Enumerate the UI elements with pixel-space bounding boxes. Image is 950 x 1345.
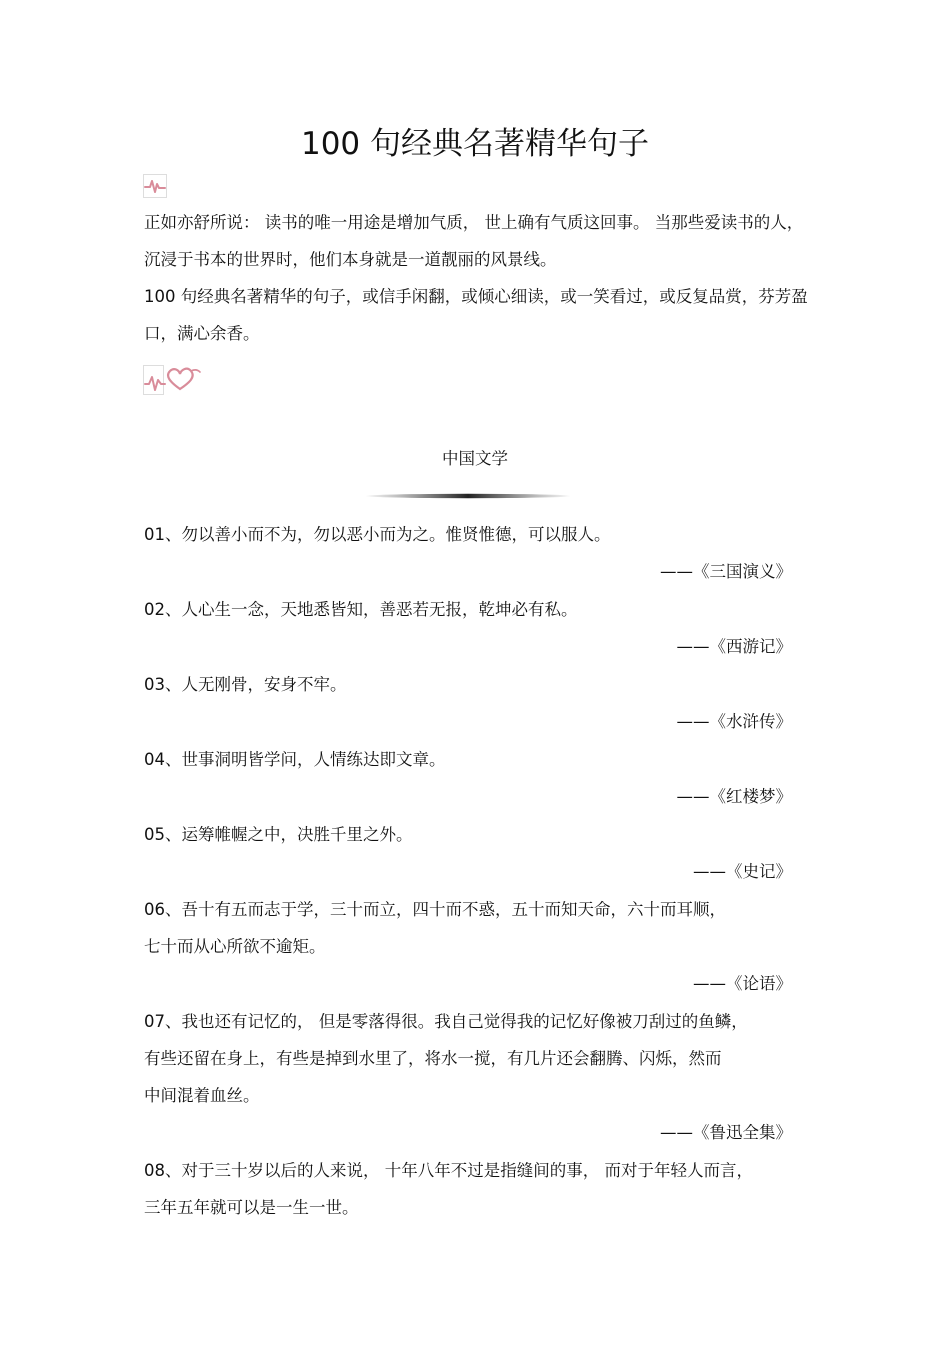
quote-source: ——《论语》 — [693, 974, 792, 993]
quote-text: 01、勿以善小而不为，勿以恶小而为之。惟贤惟德，可以服人。 — [144, 525, 611, 544]
list-item — [144, 516, 804, 591]
heartbeat-icon — [143, 174, 167, 198]
list-item — [144, 1152, 804, 1226]
quote-source: ——《三国演义》 — [660, 562, 792, 581]
section-title: 中国文学 — [442, 449, 508, 468]
list-item — [144, 1003, 804, 1152]
list-item — [144, 741, 804, 816]
section-divider — [366, 493, 570, 499]
quote-source: ——《史记》 — [693, 862, 792, 881]
quote-text: 04、世事洞明皆学问，人情练达即文章。 — [144, 750, 446, 769]
quote-text: 06、吾十有五而志于学，三十而立，四十而不惑，五十而知天命，六十而耳顺， 七十而从心所欲不逾矩。 — [144, 900, 726, 956]
quote-source: ——《鲁迅全集》 — [660, 1123, 792, 1142]
list-item — [144, 666, 804, 741]
intro-paragraph — [144, 204, 814, 278]
quote-source: ——《西游记》 — [676, 637, 792, 656]
intro-text: 正如亦舒所说： 读书的唯一用途是增加气质， 世上确有气质这回事。 当那些爱读书的人，沉浸于书本的世界时，他们本身就是一道靓丽的风景线。 — [144, 213, 804, 269]
list-item — [144, 891, 804, 1003]
list-item — [144, 591, 804, 666]
intro-text: 100 句经典名著精华的句子，或信手闲翻，或倾心细读，或一笑看过，或反复品赏，芬芳盈口，满心余香。 — [144, 287, 808, 343]
list-item — [144, 816, 804, 891]
page-title: 100 句经典名著精华句子 — [300, 126, 650, 162]
quote-text: 02、人心生一念，天地悉皆知，善恶若无报，乾坤必有私。 — [144, 600, 578, 619]
quote-text: 05、运筹帷幄之中，决胜千里之外。 — [144, 825, 413, 844]
quote-text: 03、人无刚骨，安身不牢。 — [144, 675, 347, 694]
quote-list — [144, 516, 804, 1226]
quote-source: ——《红楼梦》 — [676, 787, 792, 806]
intro-paragraph — [144, 278, 814, 352]
heartbeat-heart-icon — [143, 362, 203, 396]
quote-source: ——《水浒传》 — [676, 712, 792, 731]
quote-text: 08、对于三十岁以后的人来说， 十年八年不过是指缝间的事， 而对于年轻人而言， 三年五年就可以是一生一世。 — [144, 1161, 753, 1217]
quote-text: 07、我也还有记忆的， 但是零落得很。我自己觉得我的记忆好像被刀刮过的鱼鳞， 有些还留在身上，有些是掉到水里了，将水一搅，有几片还会翻腾、闪烁，然而 中间混着血丝。 — [144, 1012, 748, 1105]
